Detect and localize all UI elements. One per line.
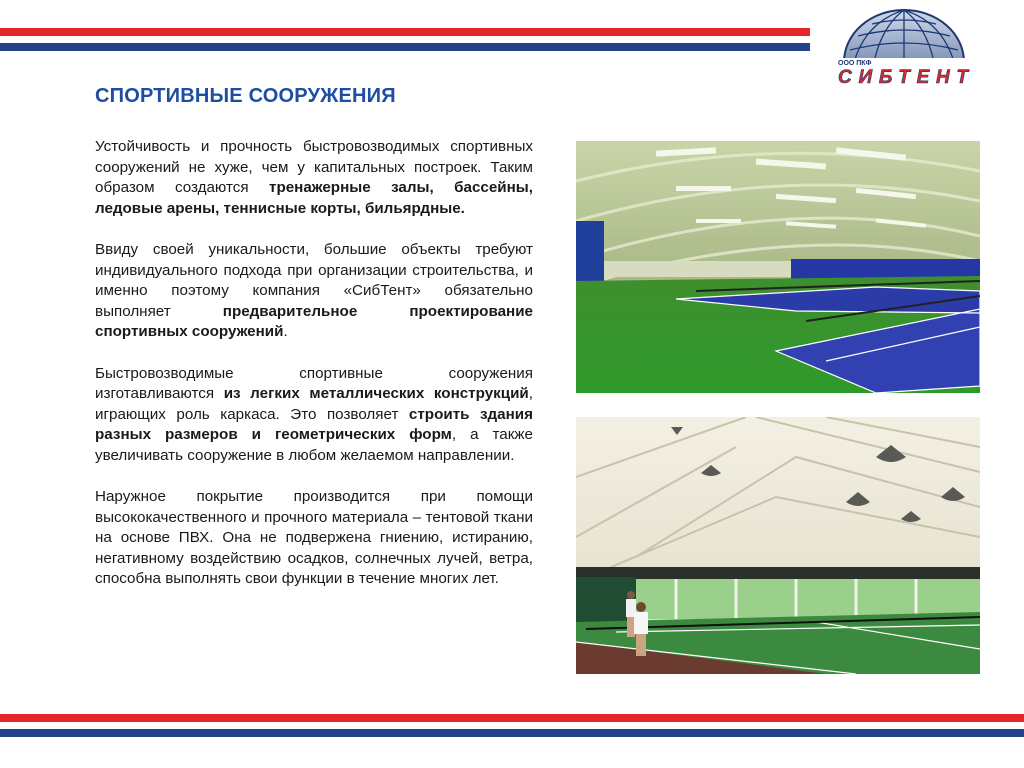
bottom-red-stripe [0, 714, 1024, 722]
paragraph-1: Устойчивость и прочность быстровозводимых спортивных сооружений не хуже, чем у капитальных построек. Таким образом создаются тренажерные залы, бассейны, ледовые арены, теннисные корты, бильярдные. [95, 138, 533, 217]
paragraph-2: Ввиду своей уникальности, большие объекты требуют индивидуального подхода при организации строительства, и именно поэтому компания «СибТент» обязательно выполняет предварительное проектирование спортивных сооружений. [95, 240, 533, 341]
company-logo [832, 6, 974, 88]
bottom-blue-stripe [0, 729, 1024, 737]
tennis-hall-arched-photo-icon [576, 141, 980, 393]
photo-arched-tennis-hall [576, 141, 980, 393]
paragraph-3: Быстровозводимые спортивные сооружения изготавливаются из легких металлических конструкций, играющих роль каркаса. Это позволяет строить здания разных размеров и геометрических форм, а также увеличивать сооружение в любом желаемом направлении. [95, 364, 533, 464]
photo-gable-tennis-hall [576, 417, 980, 674]
body-text [95, 137, 533, 611]
page-title: СПОРТИВНЫЕ СООРУЖЕНИЯ [95, 85, 396, 107]
paragraph-4: Наружное покрытие производится при помощи высококачественного и прочного материала – тентовой ткани на основе ПВХ. Она не подвержена гниению, истиранию, негативному воздействию осадков, солнечных лучей, ветра, способна выполнять свои функции в течение многих лет. [95, 488, 533, 588]
logo-name: СИБТЕНТ [838, 67, 968, 88]
globe-dome-icon [832, 6, 974, 88]
top-blue-stripe [0, 43, 810, 51]
top-red-stripe [0, 28, 810, 36]
tennis-hall-gable-photo-icon [576, 417, 980, 674]
logo-prefix: ООО ПКФ [838, 60, 872, 67]
